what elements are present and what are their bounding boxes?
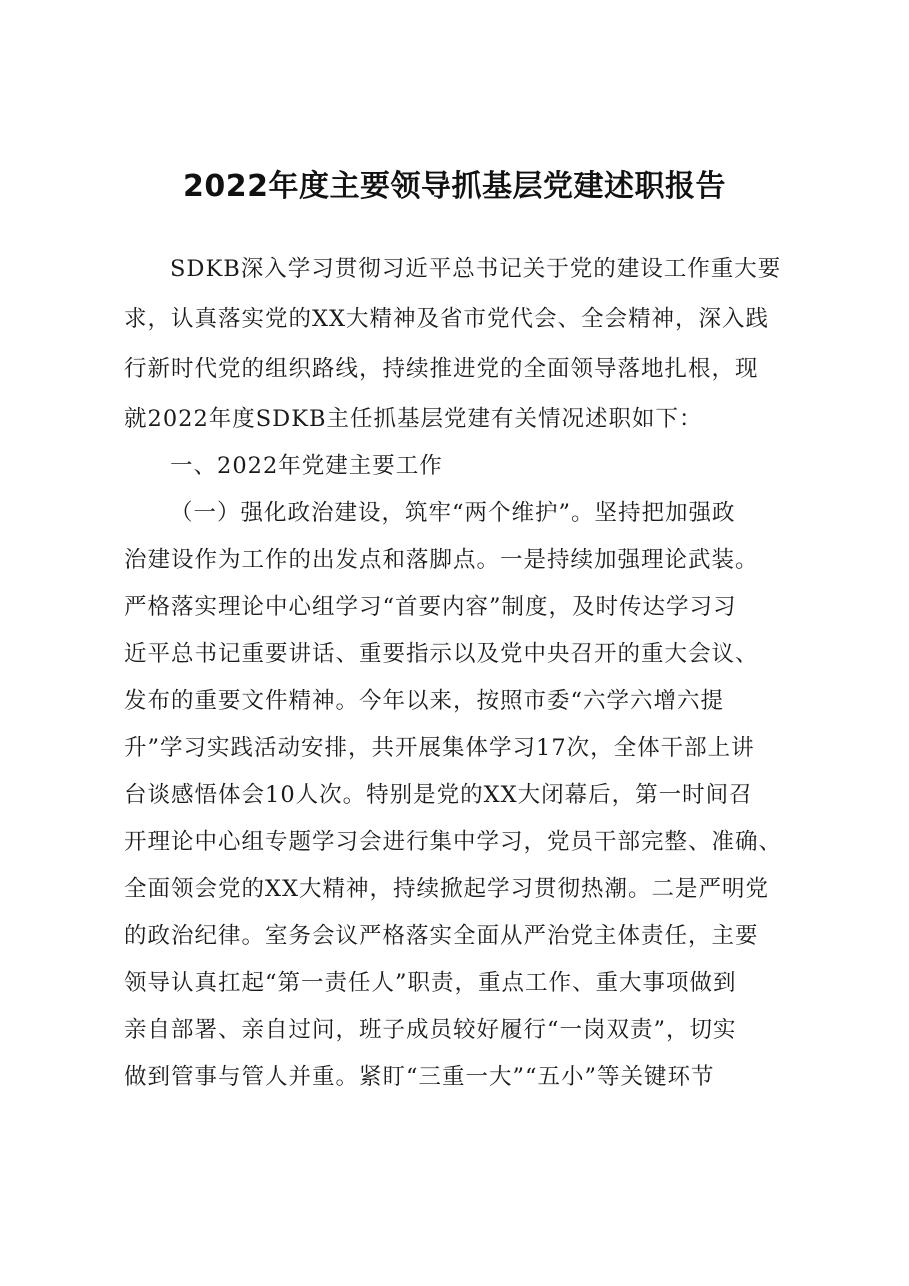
paragraph-line: 亲自部署、亲自过问，班子成员较好履行“一岗双责”，切实: [124, 1017, 737, 1043]
paragraph-line: SDKB深入学习贯彻习近平总书记关于党的建设工作重大要: [170, 256, 782, 282]
paragraph-line: 行新时代党的组织路线，持续推进党的全面领导落地扎根，现: [124, 356, 759, 382]
paragraph-line: 就2022年度SDKB主任抓基层党建有关情况述职如下：: [124, 406, 703, 432]
paragraph-line: 台谈感悟体会10人次。特别是党的XX大闭幕后，第一时间召: [124, 782, 753, 808]
paragraph-line: 升”学习实践活动安排，共开展集体学习17次，全体干部上讲: [124, 735, 755, 761]
paragraph-line: 领导认真扛起“第一责任人”职责，重点工作、重大事项做到: [124, 970, 737, 996]
paragraph-line: 做到管事与管人并重。紧盯“三重一大”“五小”等关键环节: [124, 1064, 715, 1090]
paragraph-line: 发布的重要文件精神。今年以来，按照市委“六学六增六提: [124, 688, 725, 714]
paragraph-line: 开理论中心组专题学习会进行集中学习，党员干部完整、准确、: [124, 829, 783, 855]
paragraph-line: 全面领会党的XX大精神，持续掀起学习贯彻热潮。二是严明党: [124, 876, 770, 902]
paragraph-line: 求，认真落实党的XX大精神及省市党代会、全会精神，深入践: [124, 306, 770, 332]
section-heading: 一、2022年党建主要工作: [170, 453, 443, 479]
paragraph-line: （一）强化政治建设，筑牢“两个维护”。坚持把加强政: [170, 500, 736, 526]
paragraph-line: 严格落实理论中心组学习“首要内容”制度，及时传达学习习: [124, 594, 737, 620]
paragraph-line: 近平总书记重要讲话、重要指示以及党中央召开的重大会议、: [124, 641, 759, 667]
document-title: 2022年度主要领导抓基层党建述职报告: [183, 169, 726, 204]
paragraph-line: 治建设作为工作的出发点和落脚点。一是持续加强理论武装。: [124, 547, 759, 573]
paragraph-line: 的政治纪律。室务会议严格落实全面从严治党主体责任，主要: [124, 923, 759, 949]
